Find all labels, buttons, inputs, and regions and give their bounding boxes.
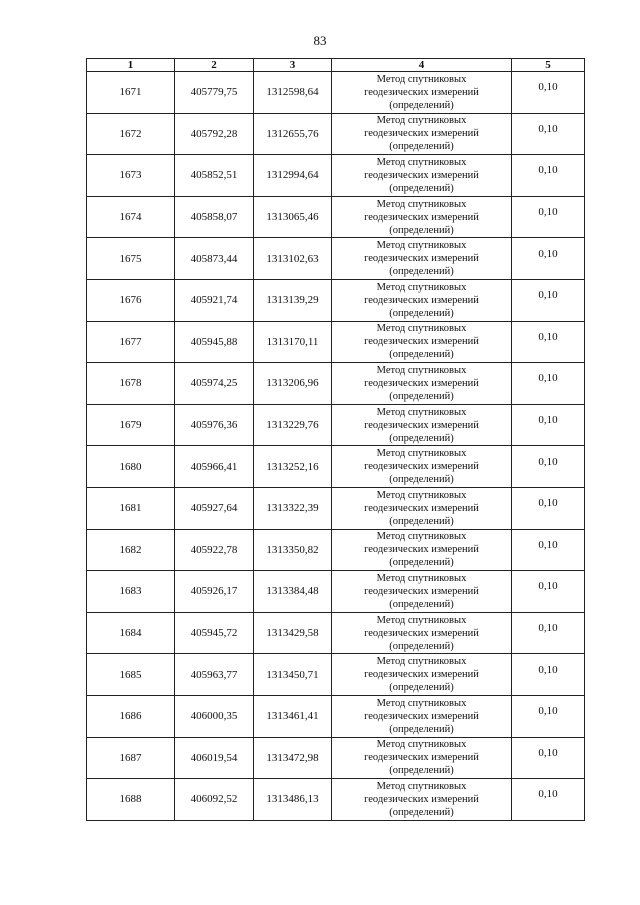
method-line: (определений) (389, 557, 454, 569)
method-line: Метод спутниковых (376, 406, 467, 418)
header-col-4: 4 (332, 59, 512, 72)
point-number-cell: 1671 (87, 72, 175, 114)
method-line: геодезических измерений (364, 211, 479, 223)
method-line: Метод спутниковых (376, 281, 467, 293)
accuracy-cell (512, 446, 585, 488)
accuracy-value: 0,10 (538, 414, 558, 427)
accuracy-cell (512, 571, 585, 613)
coordinates-table (86, 58, 585, 821)
point-number-cell: 1686 (87, 695, 175, 737)
method-line: (определений) (389, 266, 454, 278)
method-line: геодезических измерений (364, 253, 479, 265)
y-coordinate-cell: 1313384,48 (254, 571, 332, 613)
table-row (87, 72, 585, 114)
method-line: (определений) (389, 224, 454, 236)
point-number-cell: 1681 (87, 487, 175, 529)
point-number-cell: 1673 (87, 155, 175, 197)
y-coordinate-cell: 1312655,76 (254, 113, 332, 155)
accuracy-cell (512, 404, 585, 446)
method-line: (определений) (389, 432, 454, 444)
x-coordinate-cell: 405792,28 (175, 113, 254, 155)
method-line: Метод спутниковых (376, 115, 467, 127)
method-line: (определений) (389, 682, 454, 694)
method-line: (определений) (389, 141, 454, 153)
table-row (87, 446, 585, 488)
method-line: (определений) (389, 390, 454, 402)
accuracy-cell (512, 363, 585, 405)
accuracy-value: 0,10 (538, 705, 558, 718)
method-line: Метод спутниковых (376, 448, 467, 460)
method-line: (определений) (389, 182, 454, 194)
accuracy-cell (512, 487, 585, 529)
header-col-1: 1 (87, 59, 175, 72)
table-row (87, 612, 585, 654)
x-coordinate-cell: 405974,25 (175, 363, 254, 405)
method-line: Метод спутниковых (376, 489, 467, 501)
point-number-cell: 1685 (87, 654, 175, 696)
method-line: геодезических измерений (364, 669, 479, 681)
accuracy-value: 0,10 (538, 455, 558, 468)
table-row (87, 238, 585, 280)
table-row (87, 363, 585, 405)
accuracy-value: 0,10 (538, 622, 558, 635)
point-number-cell: 1684 (87, 612, 175, 654)
method-line: геодезических измерений (364, 336, 479, 348)
point-number-cell: 1675 (87, 238, 175, 280)
accuracy-value: 0,10 (538, 164, 558, 177)
x-coordinate-cell: 405779,75 (175, 72, 254, 114)
method-cell (332, 737, 512, 779)
method-line: Метод спутниковых (376, 323, 467, 335)
table-row (87, 737, 585, 779)
method-line: (определений) (389, 515, 454, 527)
table-row (87, 695, 585, 737)
method-line: геодезических измерений (364, 461, 479, 473)
y-coordinate-cell: 1313065,46 (254, 196, 332, 238)
method-line: (определений) (389, 349, 454, 361)
accuracy-cell (512, 695, 585, 737)
x-coordinate-cell: 405922,78 (175, 529, 254, 571)
method-line: Метод спутниковых (376, 531, 467, 543)
table-row (87, 279, 585, 321)
method-cell (332, 529, 512, 571)
x-coordinate-cell: 405921,74 (175, 279, 254, 321)
method-line: геодезических измерений (364, 585, 479, 597)
method-line: геодезических измерений (364, 169, 479, 181)
accuracy-cell (512, 196, 585, 238)
accuracy-value: 0,10 (538, 580, 558, 593)
table-row (87, 529, 585, 571)
method-line: Метод спутниковых (376, 198, 467, 210)
x-coordinate-cell: 405858,07 (175, 196, 254, 238)
method-cell (332, 321, 512, 363)
accuracy-value: 0,10 (538, 247, 558, 260)
accuracy-cell (512, 155, 585, 197)
method-cell (332, 238, 512, 280)
method-line: Метод спутниковых (376, 739, 467, 751)
table-row (87, 196, 585, 238)
header-col-2: 2 (175, 59, 254, 72)
x-coordinate-cell: 405976,36 (175, 404, 254, 446)
point-number-cell: 1674 (87, 196, 175, 238)
accuracy-cell (512, 113, 585, 155)
accuracy-value: 0,10 (538, 81, 558, 94)
x-coordinate-cell: 405945,88 (175, 321, 254, 363)
y-coordinate-cell: 1313170,11 (254, 321, 332, 363)
point-number-cell: 1672 (87, 113, 175, 155)
method-line: геодезических измерений (364, 419, 479, 431)
method-line: Метод спутниковых (376, 156, 467, 168)
y-coordinate-cell: 1313322,39 (254, 487, 332, 529)
point-number-cell: 1687 (87, 737, 175, 779)
point-number-cell: 1688 (87, 779, 175, 821)
method-line: Метод спутниковых (376, 614, 467, 626)
method-cell (332, 404, 512, 446)
header-col-3: 3 (254, 59, 332, 72)
x-coordinate-cell: 405945,72 (175, 612, 254, 654)
x-coordinate-cell: 406019,54 (175, 737, 254, 779)
page-number: 83 (313, 33, 327, 48)
accuracy-value: 0,10 (538, 330, 558, 343)
method-line: (определений) (389, 723, 454, 735)
accuracy-cell (512, 779, 585, 821)
accuracy-cell (512, 321, 585, 363)
point-number-cell: 1677 (87, 321, 175, 363)
method-line: Метод спутниковых (376, 240, 467, 252)
header-row (87, 59, 585, 72)
y-coordinate-cell: 1313486,13 (254, 779, 332, 821)
method-line: геодезических измерений (364, 502, 479, 514)
method-cell (332, 779, 512, 821)
x-coordinate-cell: 405966,41 (175, 446, 254, 488)
y-coordinate-cell: 1313450,71 (254, 654, 332, 696)
y-coordinate-cell: 1312598,64 (254, 72, 332, 114)
header-col-5: 5 (512, 59, 585, 72)
table-row (87, 571, 585, 613)
accuracy-value: 0,10 (538, 289, 558, 302)
point-number-cell: 1676 (87, 279, 175, 321)
accuracy-value: 0,10 (538, 497, 558, 510)
x-coordinate-cell: 405963,77 (175, 654, 254, 696)
y-coordinate-cell: 1313429,58 (254, 612, 332, 654)
method-line: Метод спутниковых (376, 780, 467, 792)
accuracy-cell (512, 279, 585, 321)
x-coordinate-cell: 405873,44 (175, 238, 254, 280)
method-line: геодезических измерений (364, 710, 479, 722)
y-coordinate-cell: 1313472,98 (254, 737, 332, 779)
accuracy-value: 0,10 (538, 206, 558, 219)
method-line: Метод спутниковых (376, 697, 467, 709)
x-coordinate-cell: 406000,35 (175, 695, 254, 737)
table-row (87, 487, 585, 529)
method-line: (определений) (389, 765, 454, 777)
accuracy-value: 0,10 (538, 122, 558, 135)
point-number-cell: 1679 (87, 404, 175, 446)
x-coordinate-cell: 406092,52 (175, 779, 254, 821)
method-line: (определений) (389, 474, 454, 486)
point-number-cell: 1678 (87, 363, 175, 405)
table-row (87, 404, 585, 446)
method-cell (332, 487, 512, 529)
method-line: Метод спутниковых (376, 364, 467, 376)
y-coordinate-cell: 1313229,76 (254, 404, 332, 446)
table-row (87, 779, 585, 821)
y-coordinate-cell: 1313350,82 (254, 529, 332, 571)
point-number-cell: 1682 (87, 529, 175, 571)
accuracy-value: 0,10 (538, 372, 558, 385)
table-header (87, 59, 585, 72)
method-cell (332, 196, 512, 238)
method-line: геодезических измерений (364, 86, 479, 98)
method-line: геодезических измерений (364, 793, 479, 805)
accuracy-cell (512, 612, 585, 654)
table-row (87, 113, 585, 155)
accuracy-cell (512, 72, 585, 114)
method-line: геодезических измерений (364, 128, 479, 140)
method-line: Метод спутниковых (376, 73, 467, 85)
method-cell (332, 72, 512, 114)
method-line: (определений) (389, 640, 454, 652)
method-cell (332, 446, 512, 488)
method-cell (332, 113, 512, 155)
y-coordinate-cell: 1313461,41 (254, 695, 332, 737)
method-line: (определений) (389, 806, 454, 818)
table-row (87, 321, 585, 363)
table-body (87, 72, 585, 821)
method-line: геодезических измерений (364, 294, 479, 306)
y-coordinate-cell: 1313206,96 (254, 363, 332, 405)
method-cell (332, 695, 512, 737)
method-cell (332, 571, 512, 613)
method-line: (определений) (389, 99, 454, 111)
accuracy-cell (512, 529, 585, 571)
table-row (87, 155, 585, 197)
accuracy-cell (512, 238, 585, 280)
y-coordinate-cell: 1313252,16 (254, 446, 332, 488)
x-coordinate-cell: 405852,51 (175, 155, 254, 197)
accuracy-value: 0,10 (538, 788, 558, 801)
y-coordinate-cell: 1313102,63 (254, 238, 332, 280)
accuracy-value: 0,10 (538, 538, 558, 551)
x-coordinate-cell: 405926,17 (175, 571, 254, 613)
method-cell (332, 279, 512, 321)
method-cell (332, 155, 512, 197)
x-coordinate-cell: 405927,64 (175, 487, 254, 529)
method-cell (332, 654, 512, 696)
method-line: геодезических измерений (364, 544, 479, 556)
method-line: геодезических измерений (364, 752, 479, 764)
method-line: Метод спутниковых (376, 656, 467, 668)
table-row (87, 654, 585, 696)
point-number-cell: 1683 (87, 571, 175, 613)
method-line: геодезических измерений (364, 377, 479, 389)
accuracy-value: 0,10 (538, 746, 558, 759)
accuracy-cell (512, 654, 585, 696)
accuracy-cell (512, 737, 585, 779)
method-line: (определений) (389, 307, 454, 319)
method-line: (определений) (389, 598, 454, 610)
y-coordinate-cell: 1312994,64 (254, 155, 332, 197)
method-cell (332, 612, 512, 654)
method-line: геодезических измерений (364, 627, 479, 639)
method-line: Метод спутниковых (376, 572, 467, 584)
method-cell (332, 363, 512, 405)
accuracy-value: 0,10 (538, 663, 558, 676)
point-number-cell: 1680 (87, 446, 175, 488)
y-coordinate-cell: 1313139,29 (254, 279, 332, 321)
